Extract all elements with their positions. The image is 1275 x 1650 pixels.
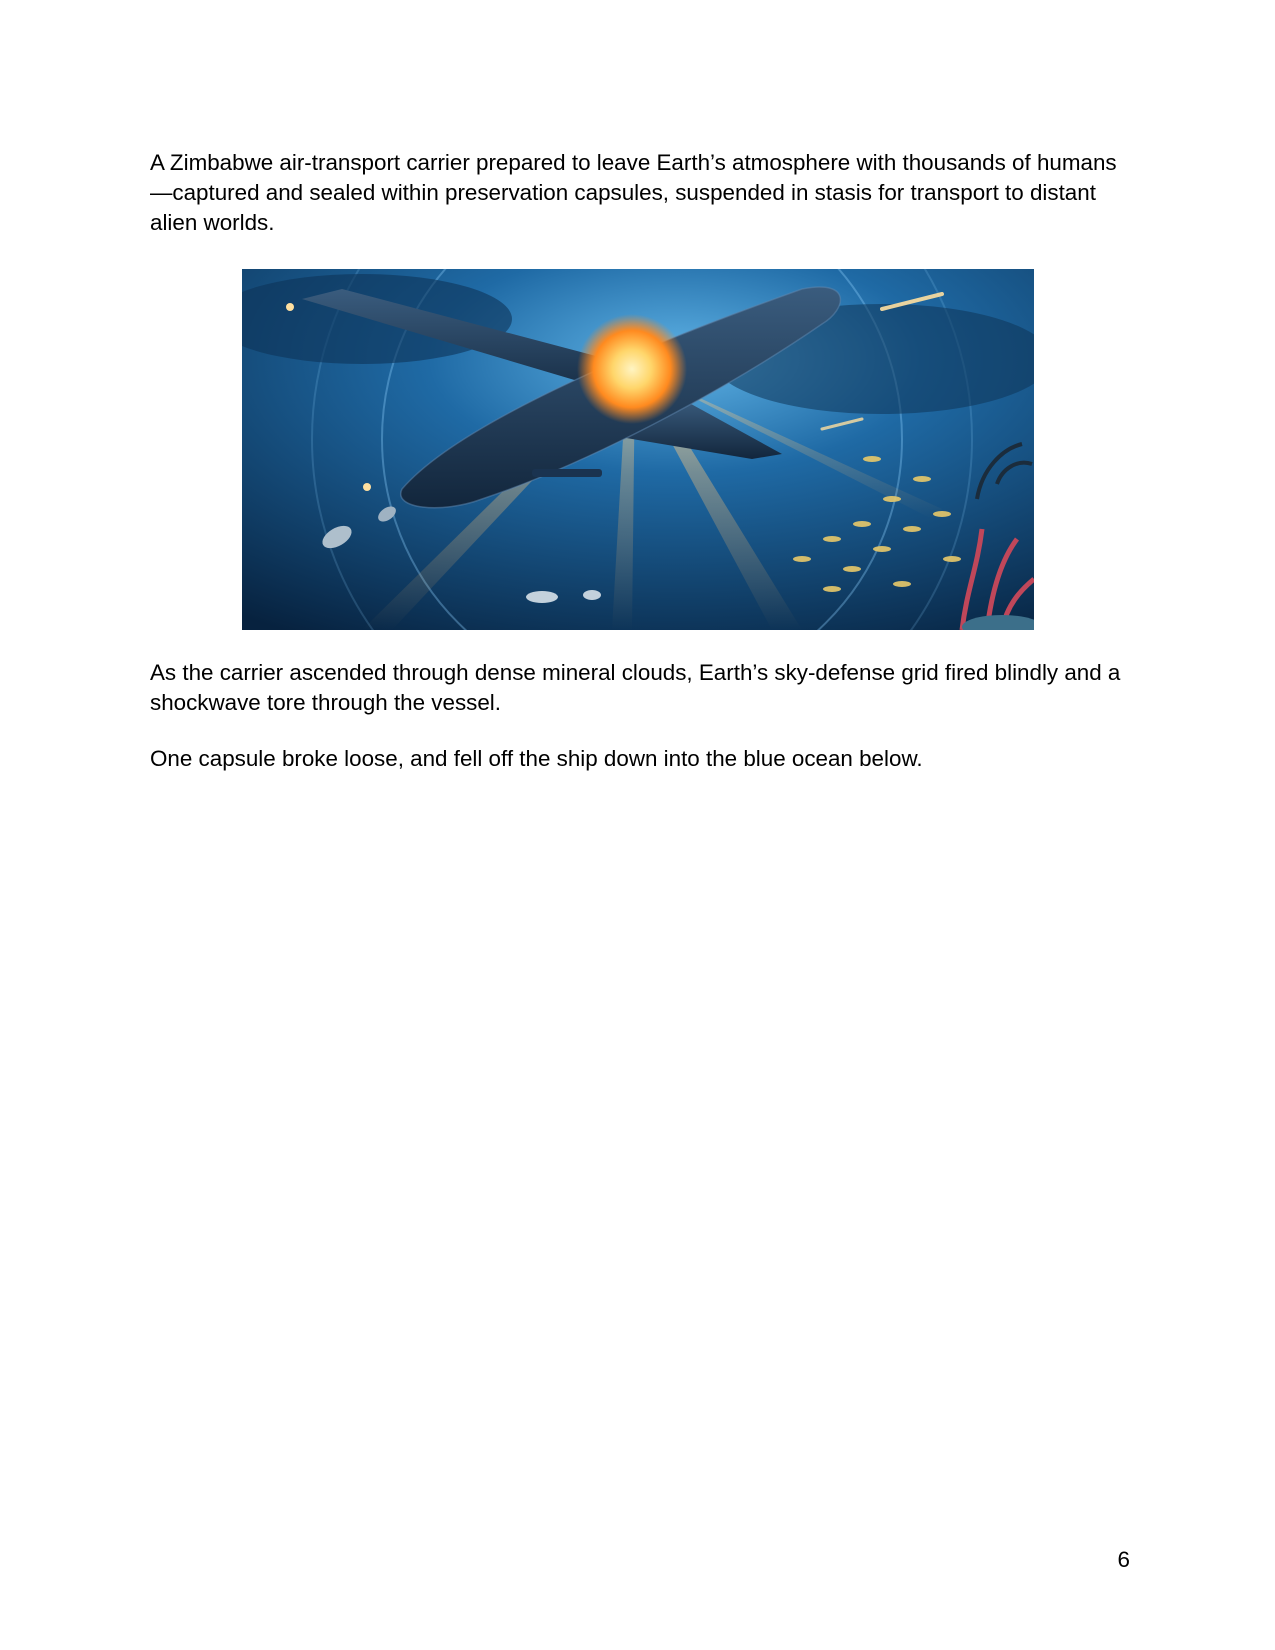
page-number: 6 bbox=[1117, 1547, 1130, 1572]
illustration-svg bbox=[242, 269, 1034, 630]
paragraph-capsule: One capsule broke loose, and fell off the ship down into the blue ocean below. bbox=[150, 746, 923, 771]
spaceship-explosion-illustration bbox=[242, 269, 1034, 630]
projectile bbox=[363, 483, 371, 491]
capsule bbox=[583, 590, 601, 600]
projectile bbox=[286, 303, 294, 311]
paragraph-shockwave: As the carrier ascended through dense mineral clouds, Earth’s sky-defense grid fired blindly and a shockwave tore through the vessel. bbox=[150, 660, 1121, 715]
explosion bbox=[577, 314, 687, 424]
ship-pod bbox=[532, 469, 602, 477]
capsule bbox=[526, 591, 558, 603]
paragraph-intro: A Zimbabwe air-transport carrier prepared to leave Earth’s atmosphere with thousands of humans—captured and sealed within preservation capsules, suspended in stasis for transport to distant alien worlds. bbox=[150, 150, 1117, 235]
